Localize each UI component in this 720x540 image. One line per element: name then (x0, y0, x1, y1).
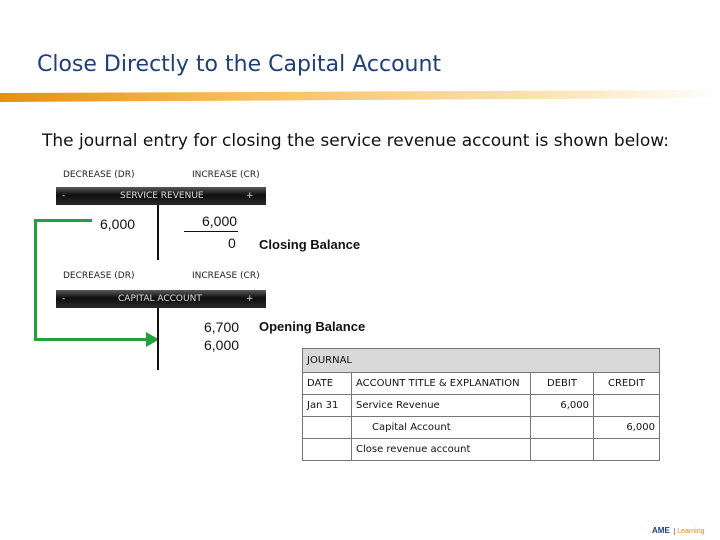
journal-header-debit: DEBIT (531, 373, 594, 395)
journal-cell-credit: 6,000 (594, 417, 660, 439)
revenue-decrease-label: DECREASE (DR) (63, 170, 135, 180)
revenue-t-divider (157, 205, 159, 260)
revenue-account-header (56, 187, 266, 205)
transfer-arrow-top (34, 219, 92, 222)
capital-decrease-label: DECREASE (DR) (63, 271, 135, 281)
capital-opening-value: 6,700 (204, 319, 240, 335)
transfer-arrow-left (34, 219, 37, 341)
capital-account-name: CAPITAL ACCOUNT (118, 294, 202, 304)
journal-header-date: DATE (303, 373, 352, 395)
capital-plus-sign: + (246, 294, 254, 304)
revenue-plus-sign: + (246, 191, 254, 201)
journal-header-credit: CREDIT (594, 373, 660, 395)
journal-cell-date: Jan 31 (303, 395, 352, 417)
revenue-total-rule (184, 231, 238, 232)
journal-header-account: ACCOUNT TITLE & EXPLANATION (352, 373, 531, 395)
table-row (303, 395, 660, 417)
revenue-balance-value: 0 (228, 235, 236, 251)
revenue-credit-value: 6,000 (202, 213, 238, 229)
capital-minus-sign: - (62, 294, 66, 304)
journal-cell-date (303, 439, 352, 461)
capital-t-divider (157, 308, 159, 370)
journal-cell-account: Service Revenue (352, 395, 531, 417)
capital-increase-label: INCREASE (CR) (192, 271, 260, 281)
closing-balance-label: Closing Balance (259, 237, 361, 252)
journal-cell-account: Close revenue account (352, 439, 531, 461)
journal-table (302, 348, 660, 461)
table-row (303, 417, 660, 439)
slide-subtitle: The journal entry for closing the service revenue account is shown below: (42, 131, 669, 151)
capital-account-header (56, 290, 266, 308)
opening-balance-label: Opening Balance (259, 319, 366, 334)
journal-cell-debit (531, 439, 594, 461)
journal-title: JOURNAL (303, 349, 660, 373)
journal-cell-debit (531, 417, 594, 439)
journal-cell-credit (594, 439, 660, 461)
footer-logo (652, 520, 704, 538)
underline-band-graphic (0, 90, 720, 104)
journal-cell-credit (594, 395, 660, 417)
journal-cell-debit: 6,000 (531, 395, 594, 417)
revenue-minus-sign: - (62, 191, 66, 201)
revenue-debit-value: 6,000 (100, 216, 136, 232)
slide-title: Close Directly to the Capital Account (37, 52, 442, 77)
capital-closing-entry-value: 6,000 (204, 337, 240, 353)
title-underline-band (0, 90, 720, 104)
revenue-account-name: SERVICE REVENUE (120, 191, 204, 201)
revenue-increase-label: INCREASE (CR) (192, 170, 260, 180)
logo-sub-text: Learning (674, 528, 704, 535)
journal-cell-date (303, 417, 352, 439)
journal-cell-account: Capital Account (352, 417, 531, 439)
transfer-arrow-bottom (34, 338, 150, 341)
table-row (303, 439, 660, 461)
logo-main-text: AME (652, 526, 670, 535)
